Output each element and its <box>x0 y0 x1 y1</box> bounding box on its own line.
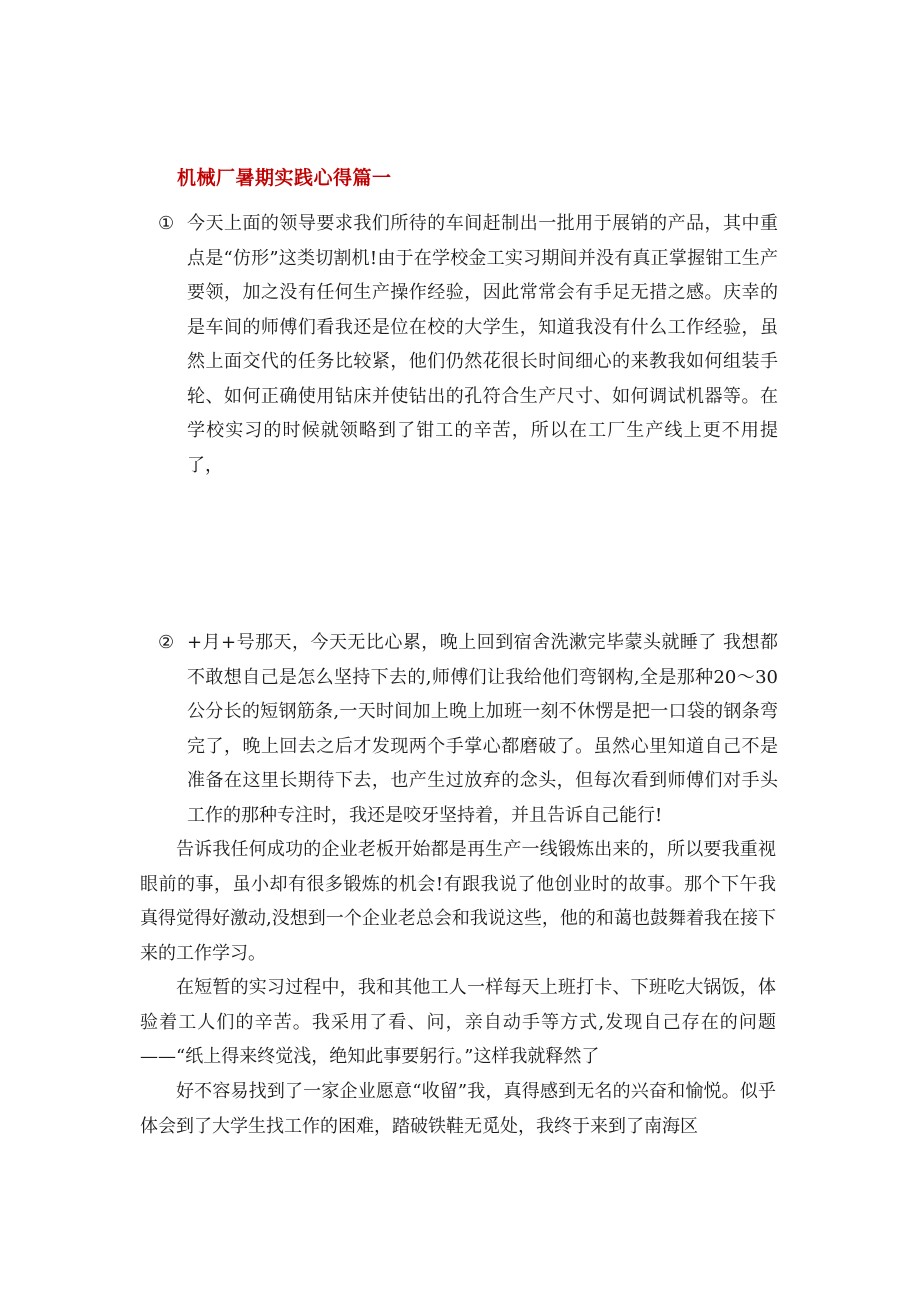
body-paragraph-2: 在短暂的实习过程中，我和其他工人一样每天上班打卡、下班吃大锅饭，体验着工人们的辛苦。我采用了看、问，亲自动手等方式,发现自己存在的问题——“纸上得来终觉浅，绝知此事要躬行。”这样我就释然了 <box>140 977 776 1067</box>
item-text: 今天上面的领导要求我们所待的车间赶制出一批用于展销的产品，其中重点是“仿形”这类切割机!由于在学校金工实习期间并没有真正掌握钳工生产要领，加之没有任何生产操作经验，因此常常会有手足无措之感。庆幸的是车间的师傅们看我还是位在校的大学生，知道我没有什么工作经验，虽然上面交代的任务比较紧，他们仍然花很长时间细心的来教我如何组装手轮、如何正确使用钻床并使钻出的孔符合生产尺寸、如何调试机器等。在学校实习的时候就领略到了钳工的辛苦，所以在工厂生产线上更不用提了， <box>187 213 778 476</box>
document-title: 机械厂暑期实践心得篇一 <box>177 167 392 189</box>
body-paragraph-3: 好不容易找到了一家企业愿意“收留”我，真得感到无名的兴奋和愉悦。似乎体会到了大学生找工作的困难，踏破铁鞋无觅处，我终于来到了南海区 <box>140 1081 776 1137</box>
item-text: +月+号那天，今天无比心累，晚上回到宿舍洗漱完毕蒙头就睡了 我想都不敢想自己是怎么坚持下去的,师傅们让我给他们弯钢构,全是那种20～30公分长的短钢筋条,一天时间加上晚上加班一刻不休愣是把一口袋的钢条弯完了，晚上回去之后才发现两个手掌心都磨破了。虽然心里知道自己不是准备在这里长期待下去，也产生过放弃的念头，但每次看到师傅们对手头工作的那种专注时，我还是咬牙坚持着，并且告诉自己能行! <box>187 632 778 826</box>
numbered-item-1 <box>158 207 778 483</box>
item-number: ② <box>158 632 175 653</box>
item-number: ① <box>158 213 175 234</box>
body-paragraph-1: 告诉我任何成功的企业老板开始都是再生产一线锻炼出来的，所以要我重视眼前的事，虽小却有很多锻炼的机会!有跟我说了他创业时的故事。那个下午我真得觉得好激动,没想到一个企业老总会和我说这些，他的和蔼也鼓舞着我在接下来的工作学习。 <box>140 839 776 964</box>
numbered-item-2 <box>158 626 778 833</box>
